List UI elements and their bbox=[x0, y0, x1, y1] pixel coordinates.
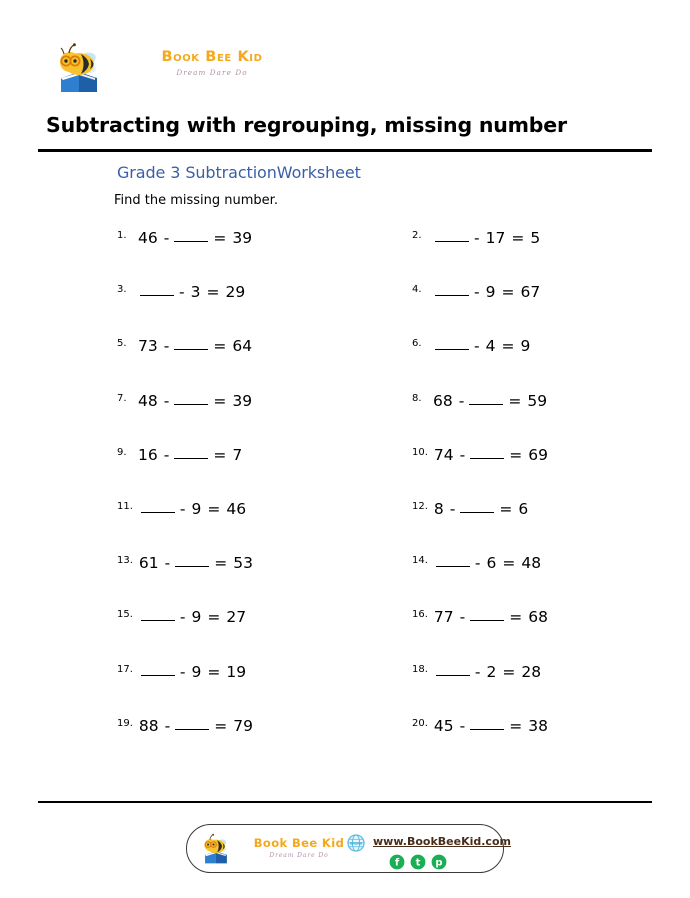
problem-expression bbox=[139, 662, 249, 681]
expression-token: - bbox=[164, 716, 171, 735]
expression-token: 8 bbox=[433, 499, 444, 518]
expression-token: 64 bbox=[232, 337, 253, 356]
expression-token: 53 bbox=[233, 554, 253, 573]
problem-expression bbox=[434, 499, 531, 518]
problem-item bbox=[117, 336, 255, 355]
problem-expression bbox=[433, 228, 543, 247]
problem-number: 8. bbox=[412, 392, 422, 404]
problem-row bbox=[0, 445, 690, 499]
expression-token: = bbox=[214, 716, 228, 735]
answer-blank[interactable] bbox=[174, 390, 208, 405]
expression-token: 3 bbox=[190, 283, 201, 302]
expression-token: 74 bbox=[433, 445, 454, 464]
problem-expression bbox=[139, 499, 249, 518]
problem-expression bbox=[434, 607, 551, 626]
expression-token: 46 bbox=[138, 229, 158, 247]
problem-number: 12. bbox=[412, 500, 428, 512]
expression-token: = bbox=[509, 716, 523, 735]
expression-token: - bbox=[459, 716, 466, 735]
pinterest-icon[interactable] bbox=[431, 854, 447, 870]
expression-token: = bbox=[509, 608, 523, 627]
problem-expression bbox=[138, 445, 245, 464]
expression-token: 79 bbox=[233, 716, 253, 735]
problem-expression bbox=[434, 553, 544, 572]
problem-item bbox=[412, 553, 544, 572]
answer-blank[interactable] bbox=[140, 281, 174, 296]
answer-blank[interactable] bbox=[470, 444, 504, 459]
expression-token: 39 bbox=[232, 391, 253, 410]
expression-token: = bbox=[207, 499, 221, 518]
problem-expression bbox=[138, 228, 255, 247]
expression-token: 9 bbox=[520, 337, 531, 356]
header-logo-text bbox=[117, 50, 307, 77]
problem-row bbox=[0, 391, 690, 445]
svg-text:t: t bbox=[415, 857, 421, 869]
problem-row bbox=[0, 336, 690, 390]
expression-token: 48 bbox=[138, 391, 158, 410]
expression-token: 9 bbox=[191, 608, 202, 627]
problem-expression bbox=[138, 282, 248, 301]
expression-token: 2 bbox=[486, 662, 497, 681]
problem-expression bbox=[138, 391, 255, 410]
problem-expression bbox=[434, 716, 551, 735]
expression-token: - bbox=[163, 445, 170, 464]
expression-token: 19 bbox=[226, 662, 247, 681]
answer-blank[interactable] bbox=[174, 444, 208, 459]
expression-token: = bbox=[509, 445, 523, 464]
problem-expression bbox=[434, 662, 544, 681]
problem-row bbox=[0, 228, 690, 282]
answer-blank[interactable] bbox=[175, 552, 209, 567]
problem-expression bbox=[139, 553, 256, 572]
answer-blank[interactable] bbox=[435, 335, 469, 350]
expression-token: 7 bbox=[232, 445, 243, 464]
expression-token: 45 bbox=[433, 716, 454, 735]
problem-item bbox=[412, 336, 533, 355]
twitter-icon[interactable] bbox=[410, 854, 426, 870]
problem-row bbox=[0, 662, 690, 716]
expression-token: 69 bbox=[528, 445, 548, 464]
problem-item bbox=[117, 499, 249, 518]
brand-tagline: Dream Dare Do bbox=[176, 68, 248, 78]
problem-item bbox=[412, 499, 531, 518]
expression-token: 48 bbox=[521, 554, 542, 573]
expression-token: 6 bbox=[486, 554, 497, 573]
expression-token: - bbox=[163, 391, 170, 410]
expression-token: = bbox=[214, 554, 228, 573]
answer-blank[interactable] bbox=[175, 715, 209, 730]
expression-token: 17 bbox=[485, 229, 506, 247]
problem-expression bbox=[434, 445, 551, 464]
bee-on-book-icon bbox=[55, 42, 113, 98]
problem-number: 17. bbox=[117, 663, 133, 675]
worksheet-instruction: Find the missing number. bbox=[114, 193, 278, 208]
website-link[interactable]: www.BookBeeKid.com bbox=[373, 835, 511, 848]
expression-token: = bbox=[501, 283, 515, 302]
problem-item bbox=[412, 445, 551, 464]
problem-number: 7. bbox=[117, 392, 127, 404]
problem-row bbox=[0, 607, 690, 661]
expression-token: 6 bbox=[518, 499, 529, 518]
expression-token: = bbox=[213, 391, 227, 410]
expression-token: 46 bbox=[226, 499, 247, 518]
expression-token: = bbox=[511, 229, 525, 247]
problem-expression bbox=[433, 336, 533, 355]
expression-token: 9 bbox=[191, 499, 202, 518]
expression-token: 16 bbox=[138, 445, 158, 464]
expression-token: 68 bbox=[433, 391, 453, 410]
problem-number: 1. bbox=[117, 230, 127, 241]
brand-name: Book Bee Kid bbox=[161, 49, 263, 65]
expression-token: - bbox=[474, 229, 480, 247]
page-title: Subtracting with regrouping, missing number bbox=[46, 113, 567, 137]
footer-brand-tagline: Dream Dare Do bbox=[269, 852, 329, 859]
problem-item bbox=[117, 662, 249, 681]
facebook-icon[interactable] bbox=[389, 854, 405, 870]
worksheet-subtitle: Grade 3 SubtractionWorksheet bbox=[117, 163, 361, 182]
expression-token: 9 bbox=[191, 662, 202, 681]
expression-token: - bbox=[449, 499, 456, 518]
problem-item bbox=[117, 391, 255, 410]
answer-blank[interactable] bbox=[470, 606, 504, 621]
expression-token: - bbox=[474, 554, 481, 573]
expression-token: - bbox=[459, 445, 466, 464]
problem-list bbox=[0, 228, 690, 770]
expression-token: = bbox=[502, 554, 516, 573]
expression-token: - bbox=[474, 337, 480, 356]
problem-number: 16. bbox=[412, 609, 428, 621]
expression-token: = bbox=[213, 445, 227, 464]
expression-token: 4 bbox=[485, 337, 496, 356]
expression-token: = bbox=[207, 608, 221, 627]
answer-blank[interactable] bbox=[174, 335, 208, 350]
expression-token: - bbox=[474, 662, 481, 681]
expression-token: - bbox=[163, 337, 170, 356]
footer-bee-on-book-icon bbox=[201, 833, 237, 867]
problem-row bbox=[0, 553, 690, 607]
problem-item bbox=[412, 716, 551, 735]
social-links bbox=[389, 854, 447, 870]
expression-token: - bbox=[163, 229, 170, 247]
expression-token: = bbox=[213, 229, 227, 247]
problem-expression bbox=[139, 716, 256, 735]
expression-token: - bbox=[179, 662, 186, 681]
expression-token: = bbox=[508, 391, 522, 410]
answer-blank[interactable] bbox=[469, 390, 503, 405]
globe-www-icon bbox=[347, 834, 365, 852]
problem-number: 2. bbox=[412, 230, 422, 241]
expression-token: 59 bbox=[527, 391, 548, 410]
problem-item bbox=[117, 445, 245, 464]
expression-token: - bbox=[474, 283, 480, 302]
problem-number: 9. bbox=[117, 446, 127, 458]
expression-token: 61 bbox=[138, 554, 159, 573]
answer-blank[interactable] bbox=[141, 498, 175, 513]
expression-token: 39 bbox=[232, 229, 253, 247]
expression-token: 68 bbox=[528, 608, 548, 627]
problem-item bbox=[117, 553, 256, 572]
expression-token: 73 bbox=[138, 337, 158, 356]
answer-blank[interactable] bbox=[174, 227, 208, 242]
problem-number: 13. bbox=[117, 555, 133, 567]
problem-item bbox=[412, 391, 550, 410]
expression-token: 77 bbox=[433, 608, 454, 627]
expression-token: 38 bbox=[528, 716, 548, 735]
expression-token: = bbox=[501, 337, 515, 356]
problem-number: 14. bbox=[412, 555, 428, 567]
problem-item bbox=[412, 282, 543, 301]
answer-blank[interactable] bbox=[470, 715, 504, 730]
problem-row bbox=[0, 499, 690, 553]
footer-badge bbox=[186, 824, 511, 873]
answer-blank[interactable] bbox=[141, 606, 175, 621]
footer-divider bbox=[38, 801, 652, 803]
problem-number: 18. bbox=[412, 663, 428, 675]
svg-text:p: p bbox=[435, 857, 443, 869]
expression-token: 5 bbox=[530, 229, 541, 247]
title-divider bbox=[38, 149, 652, 152]
problem-number: 20. bbox=[412, 717, 428, 729]
problem-number: 10. bbox=[412, 446, 428, 458]
problem-expression bbox=[433, 391, 550, 410]
expression-token: 28 bbox=[521, 662, 542, 681]
svg-text:www: www bbox=[349, 841, 363, 847]
answer-blank[interactable] bbox=[141, 661, 175, 676]
expression-token: - bbox=[179, 499, 186, 518]
expression-token: 27 bbox=[226, 608, 247, 627]
problem-row bbox=[0, 282, 690, 336]
expression-token: - bbox=[179, 608, 186, 627]
problem-expression bbox=[433, 282, 543, 301]
problem-item bbox=[117, 607, 249, 626]
answer-blank[interactable] bbox=[436, 661, 470, 676]
expression-token: - bbox=[459, 608, 466, 627]
problem-expression bbox=[138, 336, 255, 355]
problem-item bbox=[117, 228, 255, 247]
problem-number: 3. bbox=[117, 284, 127, 296]
expression-token: = bbox=[499, 499, 513, 518]
problem-item bbox=[117, 282, 248, 301]
problem-number: 4. bbox=[412, 284, 422, 296]
expression-token: = bbox=[213, 337, 227, 356]
svg-text:f: f bbox=[394, 857, 400, 869]
problem-number: 19. bbox=[117, 717, 133, 729]
answer-blank[interactable] bbox=[460, 498, 494, 513]
expression-token: = bbox=[207, 662, 221, 681]
problem-number: 15. bbox=[117, 609, 133, 621]
answer-blank[interactable] bbox=[436, 552, 470, 567]
problem-item bbox=[412, 662, 544, 681]
problem-expression bbox=[139, 607, 249, 626]
expression-token: - bbox=[164, 554, 171, 573]
expression-token: 9 bbox=[485, 283, 496, 302]
problem-item bbox=[117, 716, 256, 735]
problem-number: 5. bbox=[117, 338, 127, 350]
problem-row bbox=[0, 716, 690, 770]
footer-brand-name: Book Bee Kid bbox=[253, 836, 345, 850]
problem-item bbox=[412, 228, 543, 247]
expression-token: = bbox=[206, 283, 220, 302]
answer-blank[interactable] bbox=[435, 281, 469, 296]
expression-token: 29 bbox=[225, 283, 246, 302]
problem-number: 6. bbox=[412, 338, 422, 350]
footer-logo-text bbox=[239, 836, 359, 859]
problem-number: 11. bbox=[117, 500, 133, 512]
problem-item bbox=[412, 607, 551, 626]
expression-token: 67 bbox=[520, 283, 541, 302]
expression-token: = bbox=[502, 662, 516, 681]
expression-token: - bbox=[458, 391, 465, 410]
expression-token: 88 bbox=[138, 716, 159, 735]
answer-blank[interactable] bbox=[435, 227, 469, 242]
header-logo bbox=[55, 42, 315, 98]
expression-token: - bbox=[179, 283, 185, 302]
